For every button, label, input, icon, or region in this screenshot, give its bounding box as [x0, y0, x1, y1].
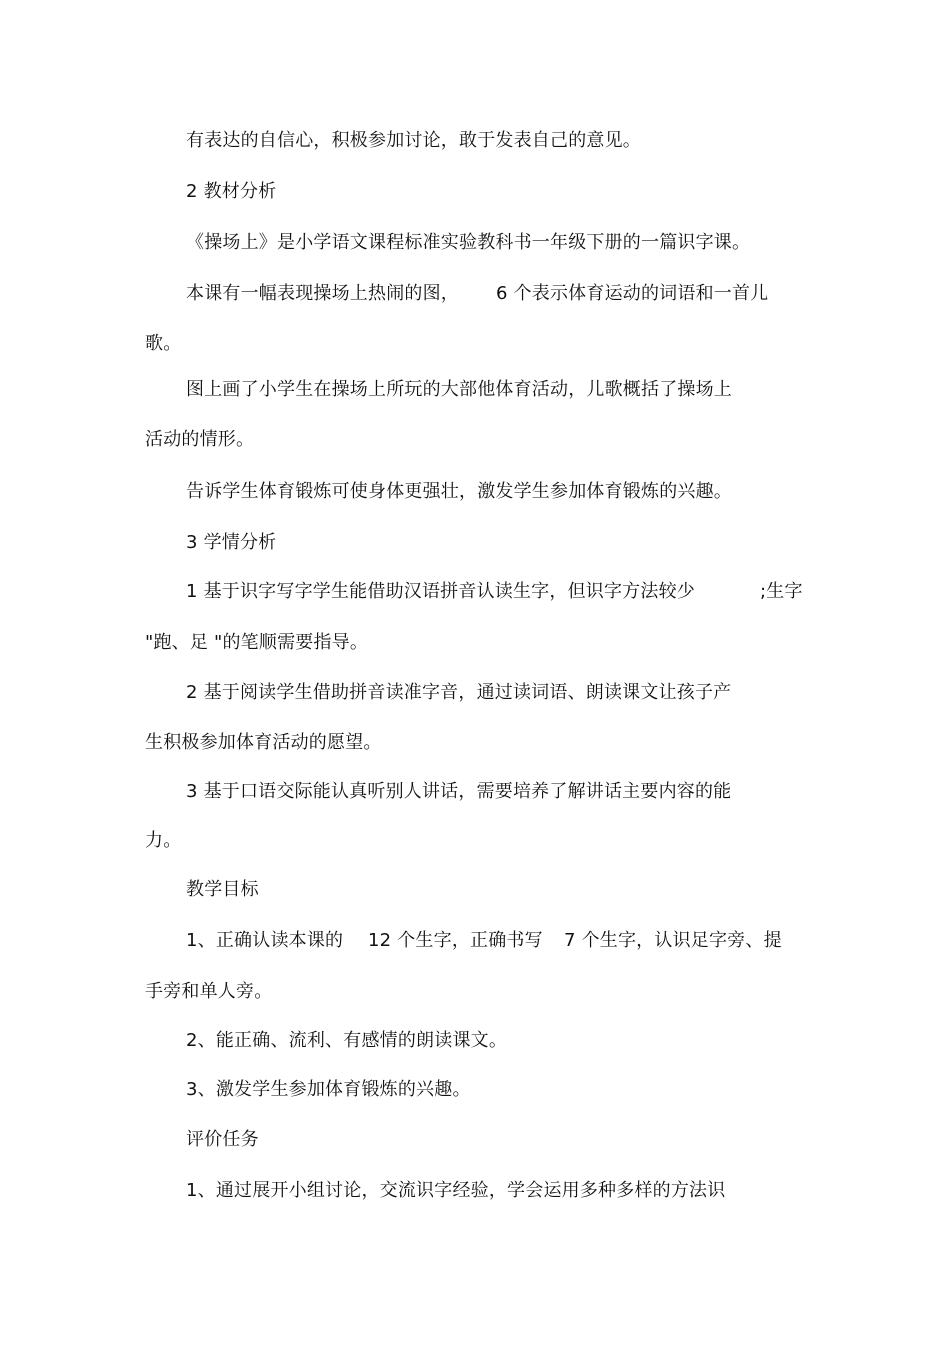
section-heading: 3 学情分析	[186, 532, 277, 553]
section-heading: 2 教材分析	[186, 181, 277, 202]
paragraph-line: 生积极参加体育活动的愿望。	[145, 732, 382, 753]
paragraph-line: 2 基于阅读学生借助拼音读准字音，通过读词语、朗读课文让孩子产	[186, 682, 732, 703]
paragraph-line: 歌。	[145, 333, 182, 354]
list-item: 1、通过展开小组讨论，交流识字经验，学会运用多种多样的方法识	[186, 1180, 726, 1201]
text-segment: 7 个生字，认识足字旁、提	[564, 930, 782, 951]
paragraph-line	[186, 282, 459, 306]
list-item: 2、能正确、流利、有感情的朗读课文。	[186, 1030, 508, 1051]
paragraph-line: 告诉学生体育锻炼可使身体更强壮，激发学生参加体育锻炼的兴趣。	[186, 481, 732, 502]
paragraph-line: 力。	[145, 830, 182, 851]
list-item: 3、激发学生参加体育锻炼的兴趣。	[186, 1079, 471, 1100]
text-segment: ;生字	[760, 581, 803, 602]
section-heading: 教学目标	[186, 879, 259, 900]
paragraph-line: 有表达的自信心，积极参加讨论，敢于发表自己的意见。	[186, 130, 641, 151]
section-heading: 评价任务	[186, 1129, 259, 1150]
text-segment: 1、正确认读本课的	[186, 930, 344, 951]
paragraph-line: 图上画了小学生在操场上所玩的大部他体育活动，儿歌概括了操场上	[186, 379, 732, 400]
paragraph-line: 手旁和单人旁。	[145, 981, 273, 1002]
paragraph-line: 《操场上》是小学语文课程标准实验教科书一年级下册的一篇识字课。	[186, 232, 751, 253]
paragraph-line: 1 基于识字写字学生能借助汉语拼音认读生字，但识字方法较少	[186, 581, 695, 602]
text-segment: 6 个表示体育运动的词语和一首儿	[496, 283, 769, 304]
paragraph-line: 3 基于口语交际能认真听别人讲话，需要培养了解讲话主要内容的能	[186, 781, 732, 802]
text-segment: 本课有一幅表现操场上热闹的图，	[186, 283, 459, 304]
text-segment: 12 个生字，正确书写	[368, 930, 543, 951]
paragraph-line: "跑、足 "的笔顺需要指导。	[145, 632, 369, 653]
paragraph-line: 活动的情形。	[145, 429, 255, 450]
